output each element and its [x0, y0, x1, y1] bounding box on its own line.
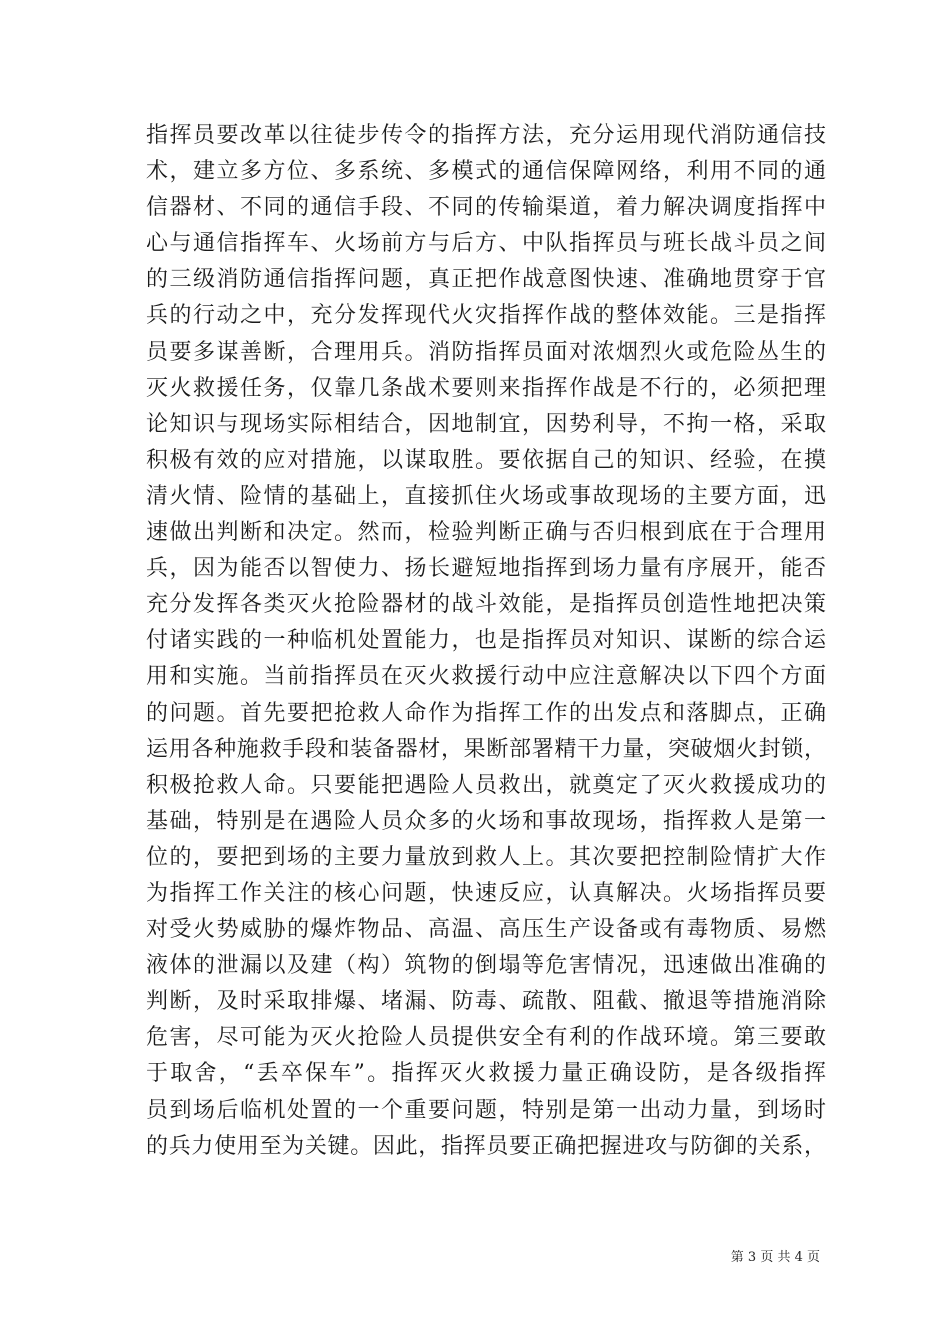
text-line: 兵的行动之中，充分发挥现代火灾指挥作战的整体效能。三是指挥 [146, 303, 826, 329]
text-line: 信器材、不同的通信手段、不同的传输渠道，着力解决调度指挥中 [146, 195, 826, 221]
text-line: 员要多谋善断，合理用兵。消防指挥员面对浓烟烈火或危险丛生的 [146, 339, 826, 365]
text-line: 论知识与现场实际相结合，因地制宜，因势利导，不拘一格，采取 [146, 411, 826, 437]
text-line: 位的，要把到场的主要力量放到救人上。其次要把控制险情扩大作 [146, 844, 826, 870]
text-line: 速做出判断和决定。然而，检验判断正确与否归根到底在于合理用 [146, 520, 826, 546]
text-line: 付诸实践的一种临机处置能力，也是指挥员对知识、谋断的综合运 [146, 628, 826, 654]
text-line: 灭火救援任务，仅靠几条战术要则来指挥作战是不行的，必须把理 [146, 375, 826, 401]
text-line: 兵，因为能否以智使力、扬长避短地指挥到场力量有序展开，能否 [146, 556, 826, 582]
text-line: 的兵力使用至为关键。因此，指挥员要正确把握进攻与防御的关系， [146, 1133, 826, 1159]
text-line: 用和实施。当前指挥员在灭火救援行动中应注意解决以下四个方面 [146, 664, 826, 690]
text-line: 的三级消防通信指挥问题，真正把作战意图快速、准确地贯穿于官 [146, 267, 826, 293]
body-paragraph [146, 118, 826, 1165]
text-line: 指挥员要改革以往徒步传令的指挥方法，充分运用现代消防通信技 [146, 123, 826, 148]
text-line: 清火情、险情的基础上，直接抓住火场或事故现场的主要方面，迅 [146, 483, 826, 509]
text-line: 判断，及时采取排爆、堵漏、防毒、疏散、阻截、撤退等措施消除 [146, 989, 826, 1015]
text-line: 积极抢救人命。只要能把遇险人员救出，就奠定了灭火救援成功的 [146, 772, 826, 798]
text-line: 积极有效的应对措施，以谋取胜。要依据自己的知识、经验，在摸 [146, 447, 826, 473]
text-line: 的问题。首先要把抢救人命作为指挥工作的出发点和落脚点，正确 [146, 700, 826, 726]
text-line: 运用各种施救手段和装备器材，果断部署精干力量，突破烟火封锁， [146, 736, 826, 762]
text-line: 于取舍，“丢卒保车”。指挥灭火救援力量正确设防，是各级指挥 [146, 1061, 826, 1087]
text-line: 术，建立多方位、多系统、多模式的通信保障网络，利用不同的通 [146, 159, 826, 185]
text-line: 心与通信指挥车、火场前方与后方、中队指挥员与班长战斗员之间 [146, 231, 826, 257]
text-line: 危害，尽可能为灭火抢险人员提供安全有利的作战环境。第三要敢 [146, 1025, 826, 1051]
page-number: 第 3 页 共 4 页 [730, 1250, 820, 1265]
text-line: 对受火势威胁的爆炸物品、高温、高压生产设备或有毒物质、易燃 [146, 917, 826, 943]
text-line: 液体的泄漏以及建（构）筑物的倒塌等危害情况，迅速做出准确的 [146, 953, 826, 979]
text-line: 基础，特别是在遇险人员众多的火场和事故现场，指挥救人是第一 [146, 808, 826, 834]
text-line: 为指挥工作关注的核心问题，快速反应，认真解决。火场指挥员要 [146, 880, 826, 906]
text-line: 充分发挥各类灭火抢险器材的战斗效能，是指挥员创造性地把决策 [146, 592, 826, 618]
text-line: 员到场后临机处置的一个重要问题，特别是第一出动力量，到场时 [146, 1097, 826, 1123]
